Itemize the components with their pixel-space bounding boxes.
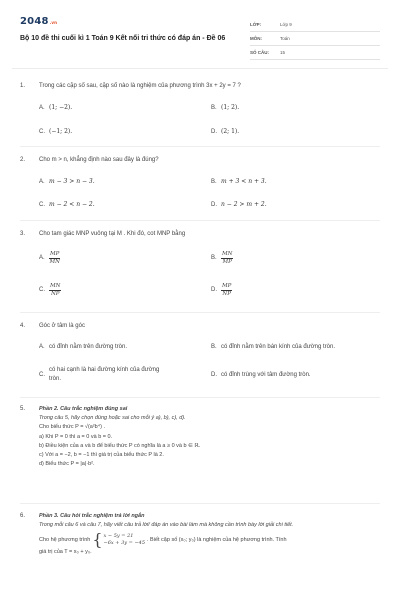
option-label: B. bbox=[211, 178, 217, 185]
meta-key: SỐ CÂU: bbox=[250, 50, 269, 55]
question-body bbox=[39, 405, 380, 469]
fraction-numerator: MN bbox=[50, 283, 61, 289]
question-6 bbox=[20, 512, 380, 558]
q3-option-a[interactable] bbox=[39, 251, 60, 265]
logo-text: 2048 bbox=[20, 16, 49, 27]
meta-value: Lớp 9 bbox=[280, 22, 292, 27]
question-divider bbox=[20, 503, 380, 504]
question-number: 3. bbox=[20, 231, 26, 237]
brace-icon: { bbox=[92, 530, 103, 550]
question-5 bbox=[20, 405, 380, 469]
q4-option-c[interactable] bbox=[39, 366, 179, 384]
question-text: Cho tam giác MNP vuông tại M . Khi đó, cot MNP bằng bbox=[39, 231, 186, 237]
question-3 bbox=[20, 230, 380, 239]
question-text: Góc ở tâm là góc bbox=[39, 323, 85, 329]
statement-d: d) Biểu thức P = |a|·b². bbox=[39, 461, 95, 468]
meta-row-count bbox=[250, 46, 380, 60]
statement-b: b) Điều kiện của a và b để biểu thức P có nghĩa là a ≥ 0 và b ∈ ℝ. bbox=[39, 442, 201, 449]
site-logo[interactable] bbox=[20, 16, 57, 27]
equation-system bbox=[92, 532, 145, 548]
question-divider bbox=[20, 220, 380, 221]
option-label: B. bbox=[211, 255, 217, 261]
option-value: (1; 2). bbox=[221, 104, 240, 111]
option-label: D. bbox=[211, 287, 217, 293]
document-title: Bộ 10 đề thi cuối kì 1 Toán 9 Kết nối tri thức có đáp án - Đề 06 bbox=[20, 35, 226, 42]
statement-a: a) Khi P = 0 thì a = 0 và b = 0. bbox=[39, 433, 113, 440]
fraction bbox=[221, 283, 232, 297]
question-number: 1. bbox=[20, 83, 26, 89]
fraction-denominator: NP bbox=[222, 290, 231, 297]
logo-suffix: .vn bbox=[49, 20, 58, 25]
q4-option-d[interactable] bbox=[211, 372, 381, 378]
question-intro: Cho biểu thức P = √(a²b⁴) . bbox=[39, 424, 105, 431]
q3-option-d[interactable] bbox=[211, 283, 232, 297]
q3-option-c[interactable] bbox=[39, 283, 61, 297]
fraction-numerator: MP bbox=[222, 283, 232, 289]
q1-option-c[interactable] bbox=[39, 128, 72, 135]
option-label: A. bbox=[39, 255, 45, 261]
option-value: m − 3 > n − 3. bbox=[49, 178, 95, 185]
option-label: C. bbox=[39, 287, 45, 293]
meta-row-class bbox=[250, 18, 380, 32]
option-value: (−1; 2). bbox=[49, 128, 73, 135]
q3-option-b[interactable] bbox=[211, 251, 233, 265]
q2-option-a[interactable] bbox=[39, 178, 95, 185]
section-instruction: Trong câu 5, hãy chọn đúng hoặc sai cho mỗi ý a), b), c), d). bbox=[39, 415, 186, 422]
fraction-numerator: MP bbox=[50, 251, 60, 257]
option-value: có đỉnh nằm trên đường tròn. bbox=[49, 344, 127, 350]
option-label: B. bbox=[211, 344, 217, 350]
q4-option-b[interactable] bbox=[211, 344, 381, 350]
text-after-system: . Biết cặp số (x₀; y₀) là nghiệm của hệ phương trình. Tính bbox=[147, 536, 287, 543]
question-text: Cho m > n, khẳng định nào sau đây là đúng? bbox=[39, 157, 159, 163]
q1-option-b[interactable] bbox=[211, 104, 239, 111]
question-number: 4. bbox=[20, 323, 26, 329]
option-value: (2; 1). bbox=[221, 128, 240, 135]
option-label: A. bbox=[39, 344, 45, 350]
question-number: 5. bbox=[20, 406, 26, 412]
question-text: Trong các cặp số sau, cặp số nào là nghiệm của phương trình 3x + 2y = 7 ? bbox=[39, 83, 241, 89]
q2-option-c[interactable] bbox=[39, 201, 95, 208]
question-number: 2. bbox=[20, 157, 26, 163]
fraction bbox=[221, 251, 233, 265]
q2-option-b[interactable] bbox=[211, 178, 267, 185]
option-value: n − 2 > m + 2. bbox=[221, 201, 267, 208]
fraction bbox=[49, 283, 61, 297]
fraction-denominator: MP bbox=[222, 258, 232, 265]
option-value: (1; −2). bbox=[49, 104, 73, 111]
meta-table bbox=[250, 18, 380, 60]
fraction-denominator: MN bbox=[49, 258, 60, 265]
option-label: A. bbox=[39, 104, 45, 111]
header-divider bbox=[12, 68, 388, 69]
statement-c: c) Với a = −2, b = −1 thì giá trị của biểu thức P là 2. bbox=[39, 452, 164, 459]
question-divider bbox=[20, 397, 380, 398]
meta-row-subject bbox=[250, 32, 380, 46]
section-title: Phần 2. Câu trắc nghiệm đúng sai bbox=[39, 406, 128, 412]
option-value: m − 2 < n − 2. bbox=[49, 201, 95, 208]
option-label: C. bbox=[39, 201, 45, 208]
equation-1: x − 5y = 21 bbox=[103, 533, 134, 540]
text-before-system: Cho hệ phương trình bbox=[39, 536, 91, 543]
section-title: Phần 3. Câu hỏi trắc nghiệm trả lời ngắn bbox=[39, 513, 145, 519]
option-value: có đỉnh trùng với tâm đường tròn. bbox=[221, 372, 311, 378]
question-body bbox=[39, 512, 380, 558]
meta-key: LỚP: bbox=[250, 22, 262, 27]
option-label: C. bbox=[39, 371, 45, 378]
question-divider bbox=[20, 312, 380, 313]
question-last-line: giá trị của T = x₀ + y₀. bbox=[39, 549, 92, 556]
option-label: B. bbox=[211, 104, 217, 111]
question-1 bbox=[20, 82, 380, 91]
option-value: có hai cạnh là hai đường kính của đường tròn. bbox=[49, 367, 160, 382]
question-2 bbox=[20, 156, 380, 165]
meta-value: Toán bbox=[280, 36, 290, 41]
option-label: D. bbox=[211, 128, 217, 135]
q1-option-d[interactable] bbox=[211, 128, 239, 135]
option-value: có đỉnh nằm trên bán kính của đường tròn. bbox=[221, 344, 336, 350]
option-label: C. bbox=[39, 128, 45, 135]
option-label: A. bbox=[39, 178, 45, 185]
fraction-denominator: NP bbox=[50, 290, 60, 297]
question-divider bbox=[20, 146, 380, 147]
fraction-numerator: MN bbox=[222, 251, 233, 257]
q4-option-a[interactable] bbox=[39, 344, 199, 350]
option-label: D. bbox=[211, 372, 217, 378]
question-4 bbox=[20, 322, 380, 331]
option-label: D. bbox=[211, 201, 217, 208]
section-instruction: Trong mỗi câu 6 và câu 7, hãy viết câu trả lời/ đáp án vào bài làm mà không cần trình bày lời giải chi tiết. bbox=[39, 522, 294, 529]
q1-option-a[interactable] bbox=[39, 104, 72, 111]
equation-2: −6x + 3y = −45 bbox=[103, 540, 145, 547]
fraction bbox=[49, 251, 60, 265]
meta-value: 15 bbox=[280, 50, 286, 55]
option-value: m + 3 < n + 3. bbox=[221, 178, 267, 185]
meta-key: MÔN: bbox=[250, 36, 262, 41]
q2-option-d[interactable] bbox=[211, 201, 267, 208]
question-number: 6. bbox=[20, 513, 26, 519]
system-line bbox=[39, 532, 380, 548]
